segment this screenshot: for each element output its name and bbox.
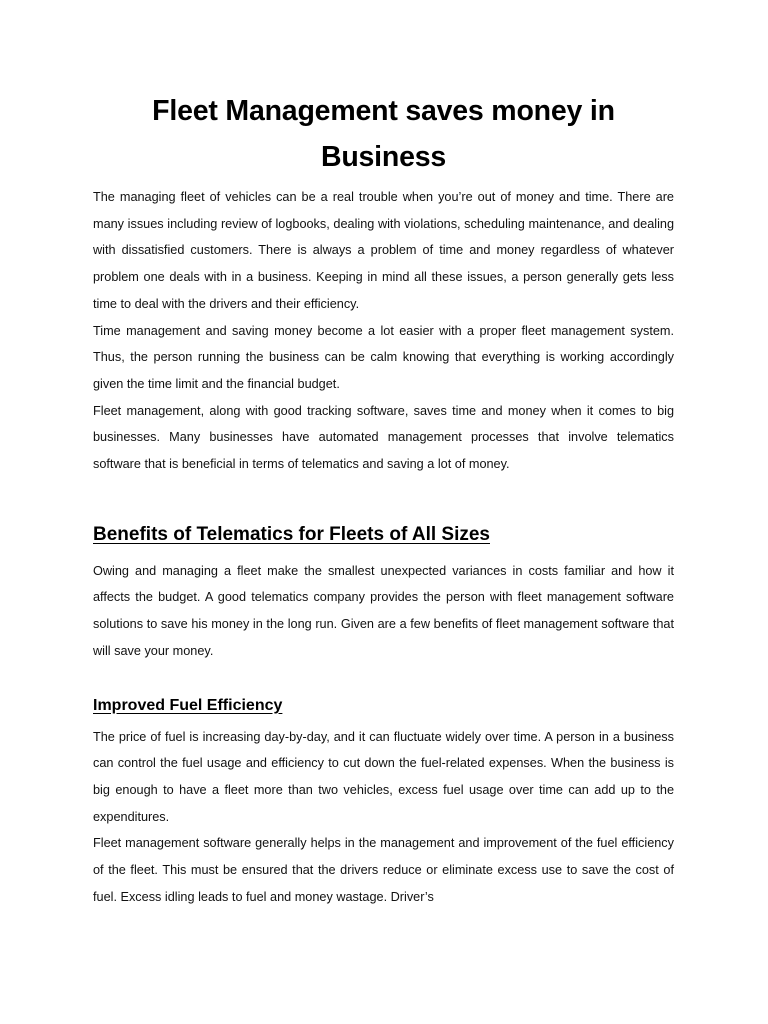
intro-paragraph-3: Fleet management, along with good tracking software, saves time and money when it comes to big businesses. Many businesses have automated management processes that involve telematics software that is beneficial in terms of telematics and saving a lot of money.: [93, 403, 674, 472]
intro-paragraph-1: The managing fleet of vehicles can be a real trouble when you’re out of money and time. There are many issues including review of logbooks, dealing with violations, scheduling maintenance, and dealing with dissatisfied customers. There is always a problem of time and money regardless of whatever problem one deals with in a business. Keeping in mind all these issues, a person generally gets less time to deal with the drivers and their efficiency.: [93, 190, 674, 311]
subsection-paragraph-1: The price of fuel is increasing day-by-day, and it can fluctuate widely over time. A person in a business can control the fuel usage and efficiency to cut down the fuel-related expenses. When the business is big enough to have a fleet more than two vehicles, excess fuel usage over time can add up to the expenditures.: [93, 729, 674, 824]
subsection-paragraph-2: Fleet management software generally helps in the management and improvement of the fuel efficiency of the fleet. This must be ensured that the drivers reduce or eliminate excess use to save the cost of fuel. Excess idling leads to fuel and money wastage. Driver’s: [93, 836, 674, 904]
subsection-heading-fuel-efficiency: Improved Fuel Efficiency: [93, 696, 283, 714]
section-heading-telematics: Benefits of Telematics for Fleets of All Sizes: [93, 523, 490, 545]
document-title: Fleet Management saves money in Business: [152, 95, 615, 173]
section-paragraph-telematics: Owing and managing a fleet make the smallest unexpected variances in costs familiar and how it affects the budget. A good telematics company provides the person with fleet management software solutions to save his money in the long run. Given are a few benefits of fleet management software that will save your money.: [93, 563, 674, 658]
intro-paragraph-2: Time management and saving money become a lot easier with a proper fleet management system. Thus, the person running the business can be calm knowing that everything is working accordingly given the time limit and the financial budget.: [93, 323, 674, 391]
document-page: [93, 88, 674, 910]
